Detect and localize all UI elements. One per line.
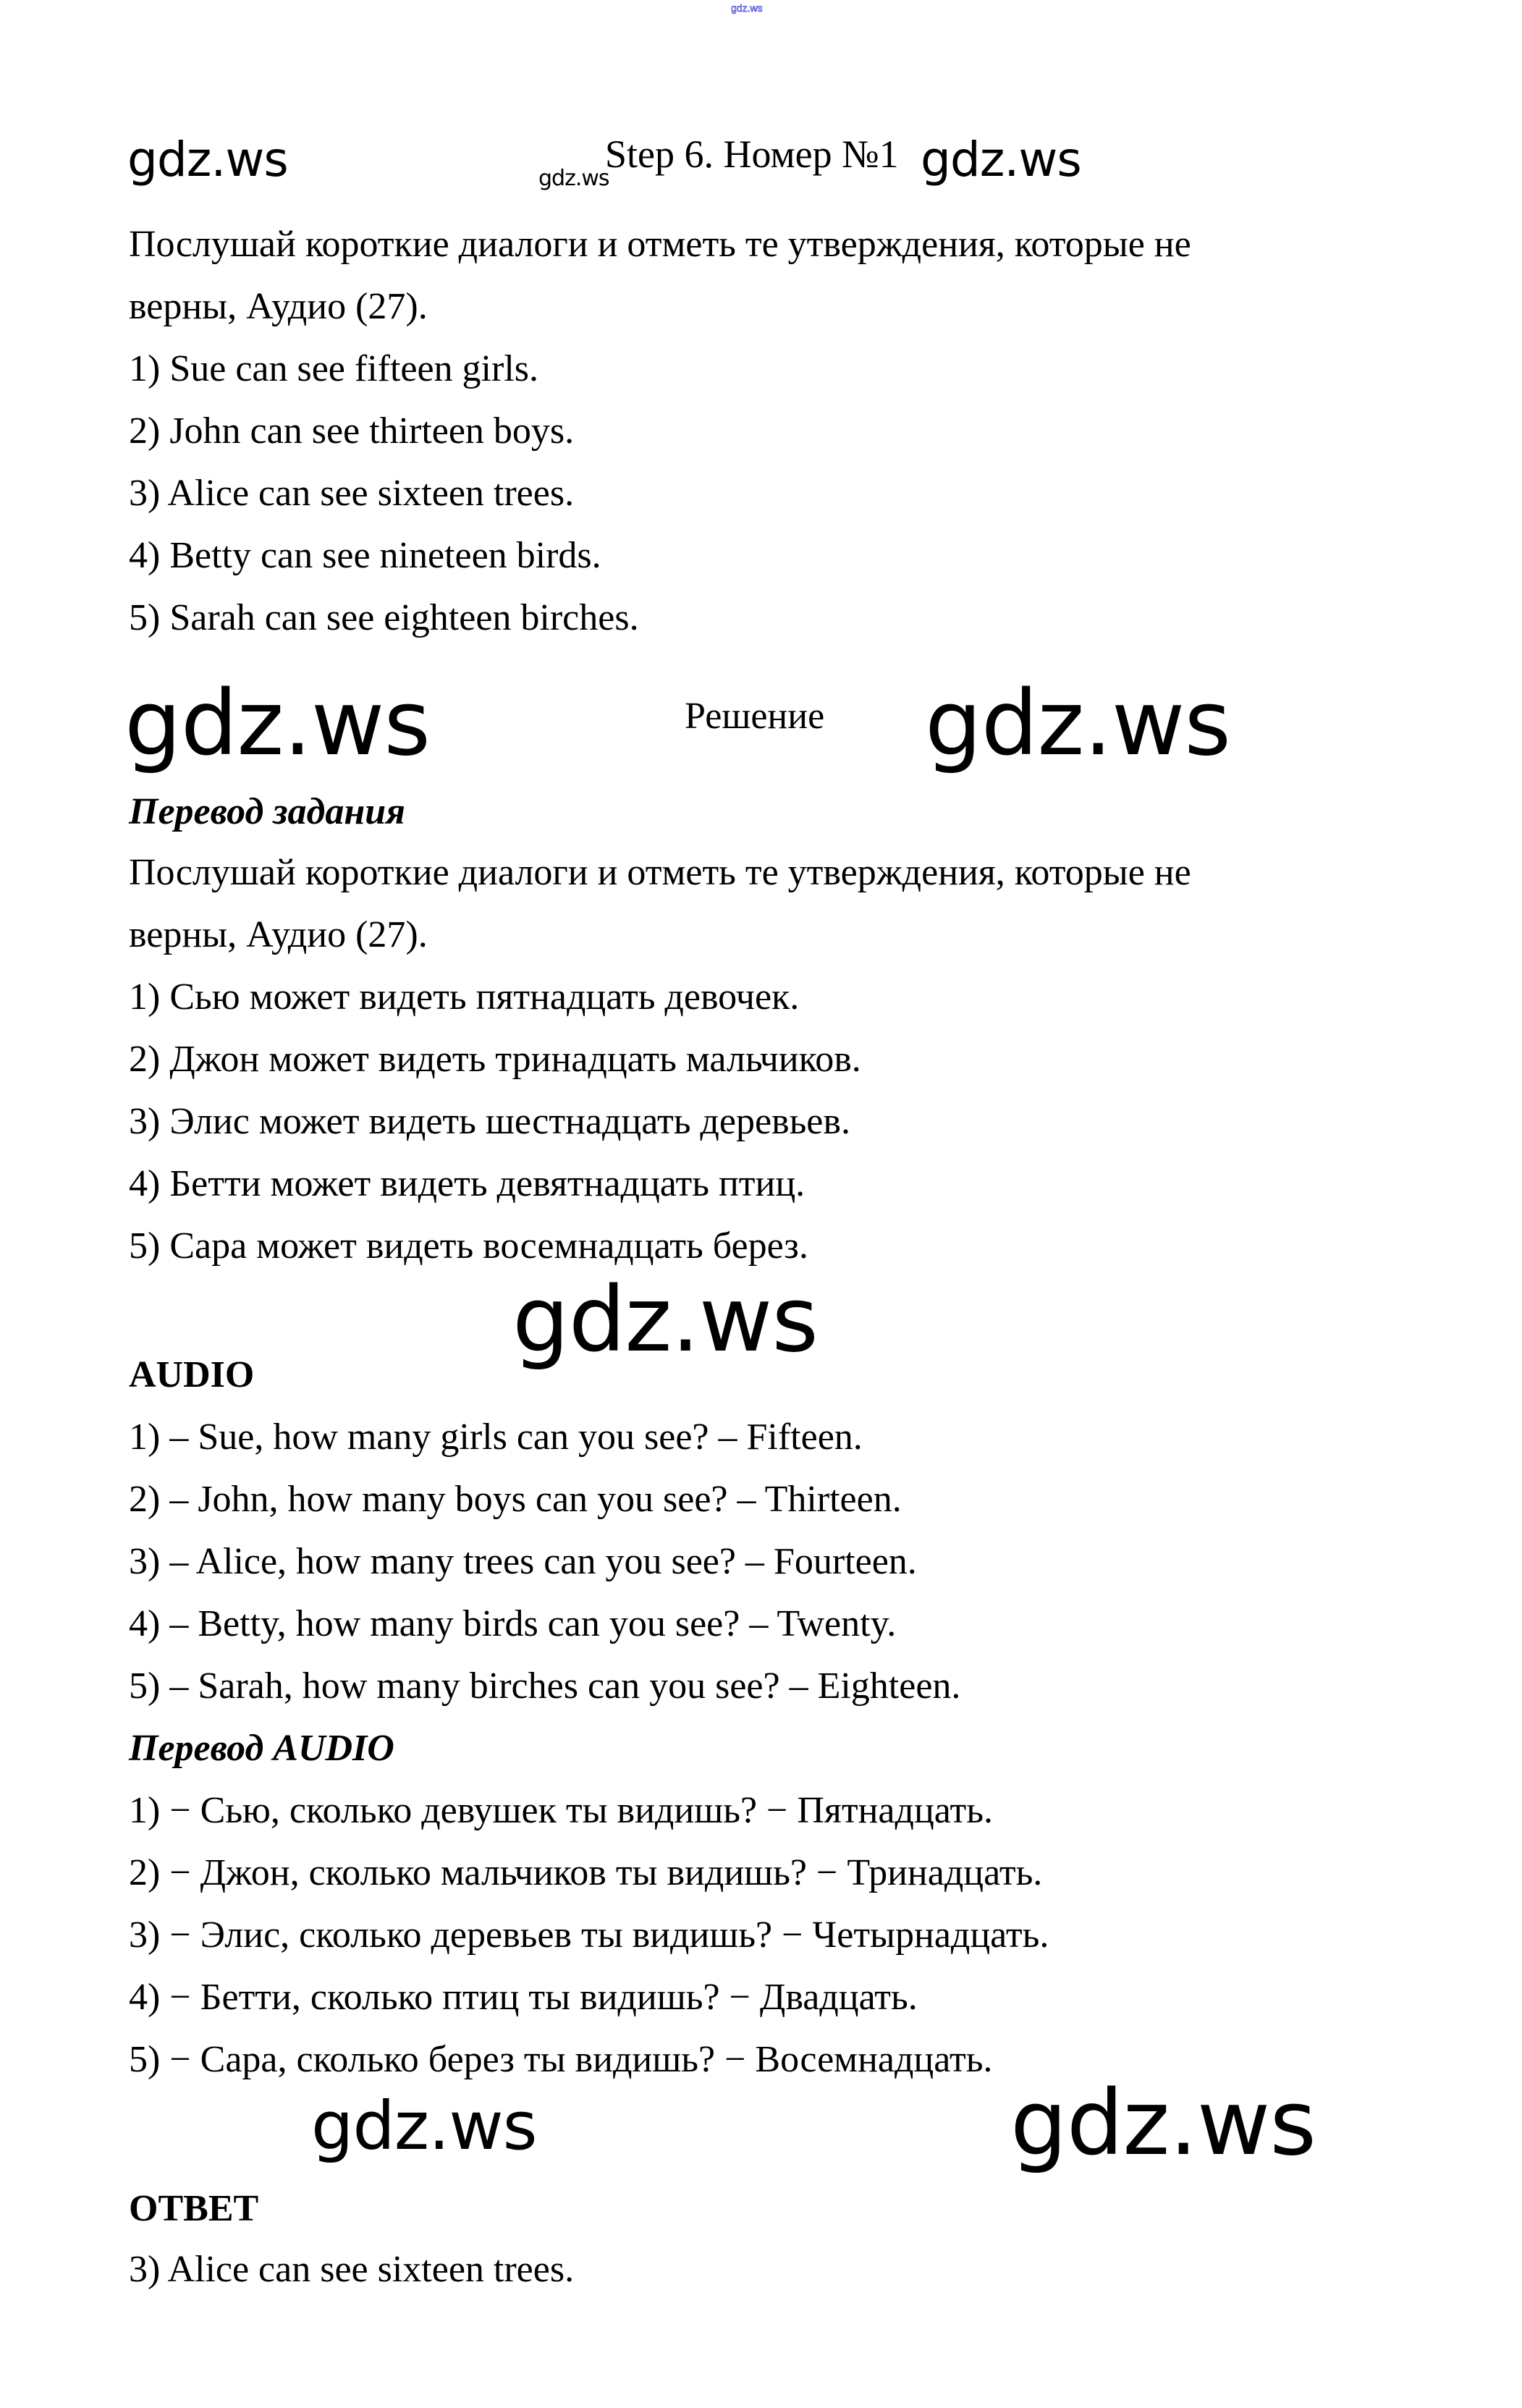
audio-translation-line: 5) − Сара, сколько берез ты видишь? − Восемнадцать.	[129, 2039, 993, 2080]
page-title: Step 6. Номер №1	[605, 132, 899, 176]
solution-label: Решение	[685, 696, 825, 737]
task-translation-heading: Перевод задания	[129, 791, 405, 832]
watermark-header-left: gdz.ws	[127, 132, 288, 187]
audio-line: 1) – Sue, how many girls can you see? – Fifteen.	[129, 1416, 863, 1458]
task-statement: 1) Sue can see fifteen girls.	[129, 348, 539, 389]
audio-line: 5) – Sarah, how many birches can you see? – Eighteen.	[129, 1665, 961, 1707]
watermark-solution-left: gdz.ws	[124, 672, 430, 776]
audio-line: 4) – Betty, how many birds can you see? – Twenty.	[129, 1603, 897, 1644]
task-statement: 5) Sarah can see eighteen birches.	[129, 597, 639, 638]
watermark-audio-translation-right: gdz.ws	[1010, 2071, 1316, 2176]
task-statement: 2) John can see thirteen boys.	[129, 410, 575, 452]
task-translation-statement: 2) Джон может видеть тринадцать мальчиков.	[129, 1039, 861, 1080]
task-statement: 4) Betty can see nineteen birds.	[129, 535, 601, 576]
watermark-solution-right: gdz.ws	[925, 672, 1230, 776]
task-instruction-line-2: верны, Аудио (27).	[129, 286, 428, 327]
audio-translation-line: 2) − Джон, сколько мальчиков ты видишь? − Тринадцать.	[129, 1852, 1043, 1893]
watermark-audio-translation-left: gdz.ws	[311, 2087, 537, 2165]
task-translation-instruction-line-2: верны, Аудио (27).	[129, 914, 428, 955]
task-translation-statement: 1) Сью может видеть пятнадцать девочек.	[129, 976, 800, 1018]
answer-text: 3) Alice can see sixteen trees.	[129, 2249, 575, 2290]
task-translation-statement: 4) Бетти может видеть девятнадцать птиц.	[129, 1163, 806, 1204]
top-watermark: gdz.ws	[731, 2, 763, 14]
audio-translation-line: 3) − Элис, сколько деревьев ты видишь? − Четырнадцать.	[129, 1914, 1049, 1956]
audio-line: 3) – Alice, how many trees can you see? – Fourteen.	[129, 1541, 917, 1582]
audio-heading: AUDIO	[129, 1354, 255, 1395]
task-translation-statement: 5) Сара может видеть восемнадцать берез.	[129, 1225, 808, 1267]
answer-heading: ОТВЕТ	[129, 2188, 259, 2229]
audio-translation-line: 4) − Бетти, сколько птиц ты видишь? − Двадцать.	[129, 1977, 918, 2018]
task-statement: 3) Alice can see sixteen trees.	[129, 473, 575, 514]
task-translation-instruction-line-1: Послушай короткие диалоги и отметь те утверждения, которые не	[129, 852, 1191, 893]
watermark-translation: gdz.ws	[512, 1268, 818, 1372]
audio-translation-line: 1) − Сью, сколько девушек ты видишь? − Пятнадцать.	[129, 1790, 993, 1831]
audio-line: 2) – John, how many boys can you see? – Thirteen.	[129, 1479, 902, 1520]
watermark-header-right: gdz.ws	[921, 132, 1081, 187]
audio-translation-heading: Перевод AUDIO	[129, 1728, 394, 1769]
watermark-header-small: gdz.ws	[538, 166, 609, 191]
task-instruction-line-1: Послушай короткие диалоги и отметь те утверждения, которые не	[129, 224, 1191, 265]
task-translation-statement: 3) Элис может видеть шестнадцать деревьев.	[129, 1101, 850, 1142]
